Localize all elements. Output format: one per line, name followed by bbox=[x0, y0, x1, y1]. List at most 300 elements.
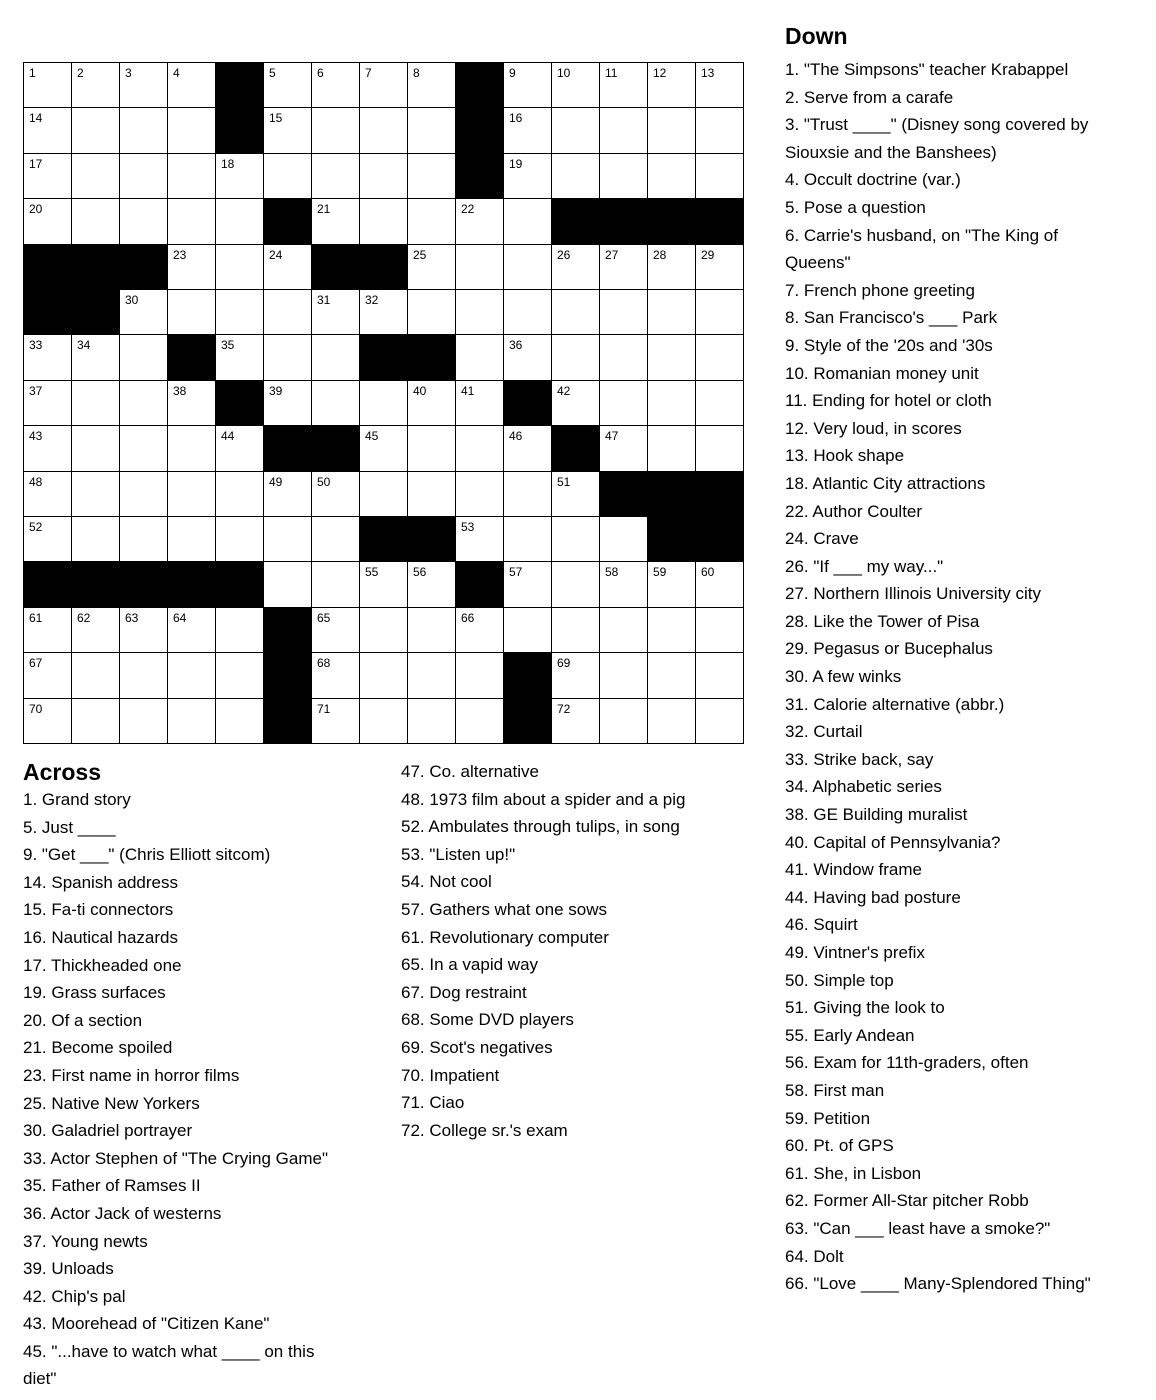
clue-item: 23. First name in horror films bbox=[23, 1065, 240, 1085]
across-heading: Across bbox=[23, 759, 101, 785]
grid-cell[interactable] bbox=[264, 517, 312, 562]
clue-item: 6. Carrie's husband, on "The King of bbox=[785, 225, 1058, 245]
grid-cell[interactable] bbox=[120, 653, 168, 698]
grid-cell[interactable] bbox=[120, 381, 168, 426]
clue-number: 43 bbox=[29, 429, 43, 444]
grid-block-cell bbox=[648, 472, 696, 517]
clue-item: 33. Strike back, say bbox=[785, 749, 934, 769]
grid-cell[interactable] bbox=[504, 199, 552, 244]
grid-cell[interactable] bbox=[600, 426, 648, 471]
grid-cell[interactable] bbox=[168, 517, 216, 562]
grid-cell[interactable] bbox=[312, 608, 360, 653]
grid-cell[interactable] bbox=[456, 290, 504, 335]
clue-item: 24. Crave bbox=[785, 529, 859, 549]
grid-cell[interactable] bbox=[552, 699, 600, 744]
grid-cell[interactable] bbox=[120, 154, 168, 199]
grid-cell[interactable] bbox=[120, 426, 168, 471]
grid-cell[interactable] bbox=[312, 63, 360, 108]
grid-cell[interactable] bbox=[264, 245, 312, 290]
grid-cell[interactable] bbox=[648, 108, 696, 153]
grid-cell[interactable] bbox=[648, 290, 696, 335]
grid-cell[interactable] bbox=[360, 653, 408, 698]
clue-number: 29 bbox=[701, 247, 715, 262]
grid-cell[interactable] bbox=[120, 699, 168, 744]
clue-number: 25 bbox=[413, 247, 427, 262]
grid-cell[interactable] bbox=[312, 108, 360, 153]
clue-number: 26 bbox=[557, 247, 571, 262]
grid-block-cell bbox=[696, 517, 744, 562]
clue-number: 35 bbox=[221, 338, 235, 353]
clue-number: 11 bbox=[605, 66, 618, 80]
grid-cell[interactable] bbox=[600, 108, 648, 153]
clue-number: 36 bbox=[509, 338, 523, 353]
clue-item: 61. She, in Lisbon bbox=[785, 1163, 922, 1183]
grid-cell[interactable] bbox=[72, 517, 120, 562]
grid-block-cell bbox=[456, 63, 504, 108]
grid-block-cell bbox=[312, 426, 360, 471]
clue-number: 48 bbox=[29, 474, 43, 489]
clue-item: 45. "...have to watch what ____ on this bbox=[23, 1341, 315, 1361]
grid-block-cell bbox=[504, 699, 552, 744]
grid-cell[interactable] bbox=[360, 63, 408, 108]
grid-cell[interactable] bbox=[312, 517, 360, 562]
grid-cell[interactable] bbox=[168, 290, 216, 335]
clue-item: 12. Very loud, in scores bbox=[785, 418, 962, 438]
grid-cell[interactable] bbox=[504, 608, 552, 653]
down-clue-list bbox=[785, 56, 1145, 1298]
grid-cell[interactable] bbox=[456, 653, 504, 698]
grid-cell[interactable] bbox=[456, 245, 504, 290]
grid-cell[interactable] bbox=[120, 517, 168, 562]
grid-cell[interactable] bbox=[456, 381, 504, 426]
grid-block-cell bbox=[120, 562, 168, 607]
grid-cell[interactable] bbox=[24, 381, 72, 426]
grid-cell[interactable] bbox=[168, 199, 216, 244]
clue-item: 72. College sr.'s exam bbox=[401, 1120, 568, 1140]
clue-item: Queens" bbox=[785, 253, 851, 273]
grid-cell[interactable] bbox=[168, 63, 216, 108]
grid-cell[interactable] bbox=[504, 562, 552, 607]
clue-item: 28. Like the Tower of Pisa bbox=[785, 611, 980, 631]
grid-cell[interactable] bbox=[360, 154, 408, 199]
grid-cell[interactable] bbox=[696, 699, 744, 744]
clue-item: Siouxsie and the Banshees) bbox=[785, 142, 997, 162]
clue-number: 45 bbox=[365, 429, 379, 444]
grid-cell[interactable] bbox=[696, 154, 744, 199]
clue-number: 46 bbox=[509, 429, 523, 444]
grid-cell[interactable] bbox=[696, 381, 744, 426]
grid-cell[interactable] bbox=[648, 154, 696, 199]
clue-item: 27. Northern Illinois University city bbox=[785, 584, 1042, 604]
grid-cell[interactable] bbox=[600, 517, 648, 562]
clue-item: 9. Style of the '20s and '30s bbox=[785, 335, 993, 355]
grid-cell[interactable] bbox=[504, 108, 552, 153]
grid-cell[interactable] bbox=[600, 290, 648, 335]
grid-block-cell bbox=[360, 335, 408, 380]
grid-cell[interactable] bbox=[72, 472, 120, 517]
grid-cell[interactable] bbox=[648, 63, 696, 108]
grid-cell[interactable] bbox=[360, 199, 408, 244]
clue-item: 3. "Trust ____" (Disney song covered by bbox=[785, 115, 1089, 135]
clue-number: 50 bbox=[317, 474, 331, 489]
grid-block-cell bbox=[600, 472, 648, 517]
clue-number: 4 bbox=[173, 66, 180, 80]
across-clue-list-column-2 bbox=[401, 758, 761, 1144]
grid-cell[interactable] bbox=[552, 608, 600, 653]
grid-cell[interactable] bbox=[552, 381, 600, 426]
grid-block-cell bbox=[264, 699, 312, 744]
clue-item: 1. "The Simpsons" teacher Krabappel bbox=[785, 60, 1069, 79]
clue-number: 65 bbox=[317, 610, 331, 625]
grid-cell[interactable] bbox=[24, 426, 72, 471]
grid-cell[interactable] bbox=[264, 108, 312, 153]
grid-cell[interactable] bbox=[216, 154, 264, 199]
grid-cell[interactable] bbox=[408, 426, 456, 471]
grid-cell[interactable] bbox=[24, 335, 72, 380]
grid-cell[interactable] bbox=[552, 63, 600, 108]
grid-cell[interactable] bbox=[600, 154, 648, 199]
grid-cell[interactable] bbox=[120, 608, 168, 653]
grid-cell[interactable] bbox=[264, 472, 312, 517]
grid-block-cell bbox=[552, 199, 600, 244]
clue-number: 67 bbox=[29, 656, 43, 671]
grid-cell[interactable] bbox=[504, 63, 552, 108]
grid-cell[interactable] bbox=[600, 699, 648, 744]
clue-item: 1. Grand story bbox=[23, 790, 131, 809]
clue-number: 33 bbox=[29, 338, 43, 353]
grid-cell[interactable] bbox=[264, 335, 312, 380]
grid-cell[interactable] bbox=[360, 608, 408, 653]
grid-cell[interactable] bbox=[696, 245, 744, 290]
grid-cell[interactable] bbox=[360, 290, 408, 335]
grid-cell[interactable] bbox=[168, 108, 216, 153]
clue-number: 17 bbox=[29, 156, 43, 171]
grid-cell[interactable] bbox=[408, 381, 456, 426]
clue-item: 49. Vintner's prefix bbox=[785, 943, 925, 962]
clue-number: 18 bbox=[221, 156, 235, 171]
grid-cell[interactable] bbox=[168, 699, 216, 744]
grid-cell[interactable] bbox=[120, 335, 168, 380]
grid-cell[interactable] bbox=[696, 608, 744, 653]
grid-cell[interactable] bbox=[696, 63, 744, 108]
clue-item: 4. Occult doctrine (var.) bbox=[785, 170, 961, 190]
grid-cell[interactable] bbox=[648, 426, 696, 471]
clue-number: 27 bbox=[605, 247, 619, 262]
clue-number: 24 bbox=[269, 247, 283, 262]
grid-cell[interactable] bbox=[72, 381, 120, 426]
grid-cell[interactable] bbox=[24, 63, 72, 108]
grid-cell[interactable] bbox=[408, 245, 456, 290]
grid-cell[interactable] bbox=[600, 562, 648, 607]
grid-cell[interactable] bbox=[264, 290, 312, 335]
clue-item: 35. Father of Ramses II bbox=[23, 1176, 201, 1196]
clue-number: 32 bbox=[365, 293, 379, 307]
clue-item: 31. Calorie alternative (abbr.) bbox=[785, 694, 1005, 714]
across-clue-list-column-1 bbox=[23, 786, 383, 1393]
grid-cell[interactable] bbox=[24, 472, 72, 517]
grid-cell[interactable] bbox=[168, 245, 216, 290]
grid-cell[interactable] bbox=[264, 381, 312, 426]
grid-cell[interactable] bbox=[504, 426, 552, 471]
grid-cell[interactable] bbox=[312, 290, 360, 335]
clue-number: 30 bbox=[125, 293, 139, 307]
clue-item: 17. Thickheaded one bbox=[23, 955, 182, 975]
clue-item: 10. Romanian money unit bbox=[785, 363, 979, 383]
grid-cell[interactable] bbox=[552, 154, 600, 199]
grid-block-cell bbox=[408, 517, 456, 562]
grid-cell[interactable] bbox=[168, 154, 216, 199]
grid-cell[interactable] bbox=[168, 381, 216, 426]
clue-number: 21 bbox=[317, 202, 331, 217]
clue-item: 36. Actor Jack of westerns bbox=[23, 1203, 222, 1223]
grid-cell[interactable] bbox=[648, 562, 696, 607]
grid-cell[interactable] bbox=[648, 608, 696, 653]
clue-item: 66. "Love ____ Many-Splendored Thing" bbox=[785, 1274, 1091, 1294]
clue-item: 68. Some DVD players bbox=[401, 1010, 574, 1030]
clue-number: 10 bbox=[557, 66, 571, 80]
grid-block-cell bbox=[600, 199, 648, 244]
grid-cell[interactable] bbox=[456, 335, 504, 380]
grid-block-cell bbox=[360, 517, 408, 562]
grid-cell[interactable] bbox=[312, 472, 360, 517]
grid-cell[interactable] bbox=[696, 653, 744, 698]
grid-cell[interactable] bbox=[312, 154, 360, 199]
grid-cell[interactable] bbox=[408, 608, 456, 653]
clue-item: 64. Dolt bbox=[785, 1246, 844, 1266]
grid-block-cell bbox=[120, 245, 168, 290]
grid-cell[interactable] bbox=[120, 63, 168, 108]
grid-cell[interactable] bbox=[696, 335, 744, 380]
grid-cell[interactable] bbox=[72, 608, 120, 653]
clue-number: 70 bbox=[29, 701, 43, 716]
grid-cell[interactable] bbox=[360, 562, 408, 607]
grid-cell[interactable] bbox=[216, 199, 264, 244]
grid-cell[interactable] bbox=[24, 653, 72, 698]
grid-cell[interactable] bbox=[552, 472, 600, 517]
clue-number: 64 bbox=[173, 610, 187, 625]
grid-cell[interactable] bbox=[648, 245, 696, 290]
grid-cell[interactable] bbox=[24, 199, 72, 244]
grid-cell[interactable] bbox=[312, 562, 360, 607]
clue-item: 5. Pose a question bbox=[785, 197, 926, 217]
clue-item: 71. Ciao bbox=[401, 1093, 465, 1113]
grid-cell[interactable] bbox=[600, 63, 648, 108]
grid-cell[interactable] bbox=[72, 426, 120, 471]
clue-number: 40 bbox=[413, 383, 427, 398]
grid-cell[interactable] bbox=[120, 472, 168, 517]
grid-block-cell bbox=[216, 108, 264, 153]
clue-item: 20. Of a section bbox=[23, 1010, 143, 1030]
clue-item: 18. Atlantic City attractions bbox=[785, 473, 986, 493]
grid-cell[interactable] bbox=[120, 290, 168, 335]
grid-block-cell bbox=[216, 381, 264, 426]
grid-cell[interactable] bbox=[456, 472, 504, 517]
grid-cell[interactable] bbox=[600, 608, 648, 653]
grid-cell[interactable] bbox=[408, 63, 456, 108]
grid-cell[interactable] bbox=[264, 562, 312, 607]
grid-cell[interactable] bbox=[408, 653, 456, 698]
grid-cell[interactable] bbox=[600, 381, 648, 426]
grid-cell[interactable] bbox=[360, 108, 408, 153]
clue-number: 61 bbox=[29, 610, 43, 625]
clue-item: 30. A few winks bbox=[785, 667, 902, 687]
clue-number: 12 bbox=[653, 66, 667, 80]
grid-cell[interactable] bbox=[168, 472, 216, 517]
grid-cell[interactable] bbox=[168, 426, 216, 471]
grid-block-cell bbox=[696, 199, 744, 244]
grid-cell[interactable] bbox=[408, 562, 456, 607]
clue-item: 62. Former All-Star pitcher Robb bbox=[785, 1191, 1029, 1211]
grid-cell[interactable] bbox=[504, 290, 552, 335]
grid-cell[interactable] bbox=[24, 608, 72, 653]
clue-item: 43. Moorehead of "Citizen Kane" bbox=[23, 1314, 270, 1334]
grid-cell[interactable] bbox=[216, 472, 264, 517]
grid-cell[interactable] bbox=[504, 335, 552, 380]
grid-cell[interactable] bbox=[504, 472, 552, 517]
grid-cell[interactable] bbox=[552, 562, 600, 607]
grid-cell[interactable] bbox=[72, 699, 120, 744]
grid-block-cell bbox=[696, 472, 744, 517]
grid-cell[interactable] bbox=[648, 653, 696, 698]
grid-block-cell bbox=[648, 517, 696, 562]
grid-cell[interactable] bbox=[408, 290, 456, 335]
grid-cell[interactable] bbox=[24, 517, 72, 562]
grid-cell[interactable] bbox=[24, 699, 72, 744]
clue-number: 55 bbox=[365, 565, 379, 580]
grid-cell[interactable] bbox=[408, 699, 456, 744]
clue-number: 6 bbox=[317, 66, 324, 80]
grid-block-cell bbox=[168, 335, 216, 380]
grid-cell[interactable] bbox=[456, 699, 504, 744]
grid-cell[interactable] bbox=[456, 608, 504, 653]
grid-cell[interactable] bbox=[72, 154, 120, 199]
clue-number: 57 bbox=[509, 565, 523, 580]
clue-number: 34 bbox=[77, 338, 91, 353]
grid-cell[interactable] bbox=[552, 653, 600, 698]
grid-cell[interactable] bbox=[552, 517, 600, 562]
grid-cell[interactable] bbox=[216, 699, 264, 744]
clue-number: 52 bbox=[29, 520, 43, 534]
clue-item: 56. Exam for 11th-graders, often bbox=[785, 1053, 1029, 1073]
grid-cell[interactable] bbox=[360, 426, 408, 471]
grid-cell[interactable] bbox=[72, 335, 120, 380]
grid-cell[interactable] bbox=[552, 108, 600, 153]
grid-cell[interactable] bbox=[456, 199, 504, 244]
clue-item: 63. "Can ___ least have a smoke?" bbox=[785, 1218, 1051, 1238]
grid-cell[interactable] bbox=[456, 517, 504, 562]
grid-cell[interactable] bbox=[408, 472, 456, 517]
grid-cell[interactable] bbox=[408, 108, 456, 153]
clue-number: 63 bbox=[125, 610, 139, 625]
grid-cell[interactable] bbox=[408, 199, 456, 244]
clue-number: 22 bbox=[461, 202, 475, 217]
clue-number: 16 bbox=[509, 111, 523, 126]
clue-item: 2. Serve from a carafe bbox=[785, 87, 954, 107]
grid-block-cell bbox=[168, 562, 216, 607]
clue-item: 8. San Francisco's ___ Park bbox=[785, 308, 998, 328]
grid-cell[interactable] bbox=[216, 608, 264, 653]
grid-cell[interactable] bbox=[504, 245, 552, 290]
grid-cell[interactable] bbox=[312, 699, 360, 744]
grid-cell[interactable] bbox=[72, 108, 120, 153]
grid-cell[interactable] bbox=[216, 245, 264, 290]
grid-cell[interactable] bbox=[696, 108, 744, 153]
grid-cell[interactable] bbox=[168, 608, 216, 653]
clue-number: 59 bbox=[653, 565, 667, 580]
grid-cell[interactable] bbox=[600, 653, 648, 698]
grid-cell[interactable] bbox=[312, 381, 360, 426]
down-heading: Down bbox=[785, 23, 848, 49]
grid-cell[interactable] bbox=[504, 517, 552, 562]
grid-cell[interactable] bbox=[696, 562, 744, 607]
grid-cell[interactable] bbox=[456, 426, 504, 471]
grid-cell[interactable] bbox=[648, 381, 696, 426]
grid-cell[interactable] bbox=[312, 199, 360, 244]
grid-cell[interactable] bbox=[72, 199, 120, 244]
grid-block-cell bbox=[72, 562, 120, 607]
clue-item: 9. "Get ___" (Chris Elliott sitcom) bbox=[23, 845, 271, 865]
grid-cell[interactable] bbox=[552, 245, 600, 290]
grid-cell[interactable] bbox=[216, 335, 264, 380]
grid-cell[interactable] bbox=[264, 154, 312, 199]
grid-block-cell bbox=[264, 608, 312, 653]
clue-item: 15. Fa-ti connectors bbox=[23, 900, 174, 920]
grid-cell[interactable] bbox=[648, 699, 696, 744]
grid-cell[interactable] bbox=[216, 653, 264, 698]
grid-cell[interactable] bbox=[120, 108, 168, 153]
grid-cell[interactable] bbox=[312, 335, 360, 380]
grid-cell[interactable] bbox=[600, 245, 648, 290]
grid-cell[interactable] bbox=[360, 472, 408, 517]
grid-cell[interactable] bbox=[24, 108, 72, 153]
grid-cell[interactable] bbox=[72, 653, 120, 698]
clue-item: 53. "Listen up!" bbox=[401, 844, 516, 864]
grid-cell[interactable] bbox=[120, 199, 168, 244]
clue-number: 9 bbox=[509, 66, 516, 80]
grid-cell[interactable] bbox=[696, 426, 744, 471]
grid-cell[interactable] bbox=[600, 335, 648, 380]
grid-cell[interactable] bbox=[648, 335, 696, 380]
grid-cell[interactable] bbox=[216, 290, 264, 335]
grid-cell[interactable] bbox=[72, 63, 120, 108]
grid-cell[interactable] bbox=[24, 154, 72, 199]
clue-number: 20 bbox=[29, 202, 43, 217]
clue-number: 71 bbox=[317, 701, 331, 716]
clue-number: 14 bbox=[29, 111, 43, 126]
grid-block-cell bbox=[504, 381, 552, 426]
grid-cell[interactable] bbox=[408, 154, 456, 199]
grid-cell[interactable] bbox=[696, 290, 744, 335]
grid-cell[interactable] bbox=[216, 426, 264, 471]
grid-block-cell bbox=[504, 653, 552, 698]
clue-item: 29. Pegasus or Bucephalus bbox=[785, 639, 993, 659]
grid-cell[interactable] bbox=[552, 290, 600, 335]
grid-cell[interactable] bbox=[360, 699, 408, 744]
grid-cell[interactable] bbox=[216, 517, 264, 562]
grid-block-cell bbox=[24, 562, 72, 607]
clue-item: 58. First man bbox=[785, 1080, 885, 1100]
clue-number: 31 bbox=[317, 293, 331, 307]
grid-cell[interactable] bbox=[168, 653, 216, 698]
grid-cell[interactable] bbox=[504, 154, 552, 199]
grid-cell[interactable] bbox=[552, 335, 600, 380]
grid-cell[interactable] bbox=[312, 653, 360, 698]
grid-cell[interactable] bbox=[264, 63, 312, 108]
grid-cell[interactable] bbox=[360, 381, 408, 426]
grid-block-cell bbox=[72, 245, 120, 290]
clue-item: 34. Alphabetic series bbox=[785, 777, 942, 797]
clue-number: 47 bbox=[605, 429, 619, 444]
